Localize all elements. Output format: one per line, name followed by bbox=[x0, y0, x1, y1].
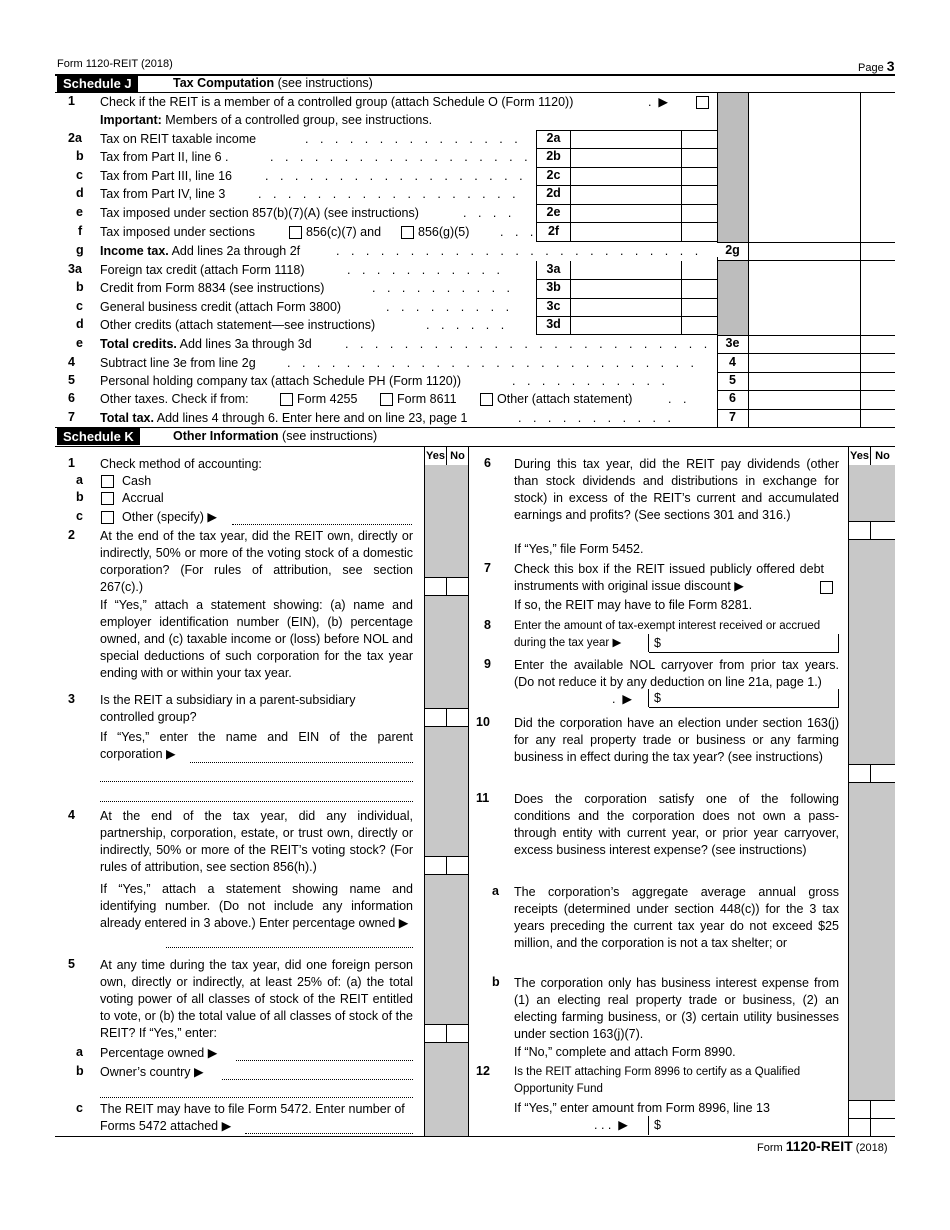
q4-yes-cell[interactable] bbox=[425, 857, 446, 874]
qof-amount-input[interactable] bbox=[649, 1116, 848, 1135]
k6-sub: If “Yes,” file Form 5452. bbox=[514, 542, 644, 556]
k11-num: 11 bbox=[476, 791, 490, 805]
page-number: 3 bbox=[886, 58, 895, 74]
sj-2e-dots: . . . . bbox=[463, 206, 516, 220]
parent-corp-input-3[interactable] bbox=[100, 801, 413, 802]
sj-7-bold: Total tax. bbox=[100, 411, 154, 425]
sj-4-top bbox=[717, 353, 895, 354]
sj-2g-bold: Income tax. bbox=[100, 244, 169, 258]
k7-num: 7 bbox=[484, 561, 491, 575]
k5b-num: b bbox=[76, 1064, 84, 1078]
q6-yes-cell[interactable] bbox=[849, 522, 870, 539]
box-2d-label: 2d bbox=[546, 186, 561, 200]
sj-2f-dots: . . . bbox=[500, 225, 538, 239]
k7-text: Check this box if the REIT issued publicly offered debt instruments with original issue discount ▶ bbox=[514, 562, 824, 593]
k2-yn-bottom bbox=[424, 595, 468, 596]
sj-5-num: 5 bbox=[68, 373, 75, 387]
parent-corp-input-1[interactable] bbox=[190, 762, 413, 763]
q10-no-cell[interactable] bbox=[871, 765, 894, 782]
sj-3e-rest: Add lines 3a through 3d bbox=[179, 337, 312, 351]
sj-2f-opt2: 856(g)(5) bbox=[418, 225, 470, 239]
sj-7-text bbox=[100, 410, 467, 427]
sj-3e-bold: Total credits. bbox=[100, 337, 177, 351]
k4-num: 4 bbox=[68, 808, 75, 822]
k9-text: Enter the available NOL carryover from prior tax years. (Do not reduce it by any deduction on line 21a, page 1.) bbox=[514, 658, 839, 689]
k2-num: 2 bbox=[68, 528, 75, 542]
sj-7-dots: . . . . . . . . . . . bbox=[518, 411, 675, 425]
k-left-no-head: No bbox=[450, 450, 465, 462]
k-left-shade-5 bbox=[425, 1042, 468, 1136]
k12-sub: If “Yes,” enter amount from Form 8996, line 13 bbox=[514, 1101, 770, 1115]
k2-text: At the end of the tax year, did the REIT own, directly or indirectly, 50% or more of the voting stock of a domestic corporation? (For rules of attribution, see section 267(c).) bbox=[100, 529, 413, 594]
sj-line1-dots: . ▶ bbox=[648, 95, 669, 109]
sj-6-opt3: Other (attach statement) bbox=[497, 392, 633, 406]
k3-sub: If “Yes,” enter the name and EIN of the parent corporation ▶ bbox=[100, 730, 413, 761]
sj-2g-bottom bbox=[717, 260, 895, 261]
k1c-text: Other (specify) ▶ bbox=[122, 510, 218, 524]
sj-2f-num: f bbox=[78, 224, 83, 238]
schedule-j-title bbox=[173, 75, 373, 92]
form-8611-checkbox[interactable] bbox=[380, 393, 393, 406]
k5b-text: Owner’s country ▶ bbox=[100, 1065, 204, 1079]
k-left-shade-4 bbox=[425, 874, 468, 1024]
box-2a-label: 2a bbox=[546, 131, 561, 145]
q2-yes-cell[interactable] bbox=[425, 578, 446, 595]
k11a-num: a bbox=[492, 884, 499, 898]
sj-3b-text: Credit from Form 8834 (see instructions) bbox=[100, 281, 325, 295]
sj-2d-text: Tax from Part IV, line 3 bbox=[100, 187, 226, 201]
k1-text: Check method of accounting: bbox=[100, 457, 262, 471]
sj-2c-text: Tax from Part III, line 16 bbox=[100, 169, 232, 183]
sj-2b-text: Tax from Part II, line 6 . bbox=[100, 150, 229, 164]
box-5-label: 5 bbox=[729, 373, 736, 387]
sj-3e-num: e bbox=[76, 336, 83, 350]
k12-yn-bottom bbox=[848, 1118, 895, 1119]
schedule-k-title bbox=[173, 428, 377, 445]
k1b-num: b bbox=[76, 490, 84, 504]
k-left-yes-head: Yes bbox=[426, 450, 445, 462]
k9-currency: $ bbox=[654, 691, 661, 705]
sj-4-num: 4 bbox=[68, 355, 75, 369]
sj-inner-h6 bbox=[536, 241, 717, 242]
schedule-j-tag: Schedule J bbox=[57, 75, 138, 92]
k5-text: At any time during the tax year, did one foreign person own, directly or indirectly, at least 25% of: (a) the total voting power of all classes of stock of the REIT entitled to vote, or (b) the total value of all classes of stock of the REIT? If “Yes,” enter: bbox=[100, 958, 413, 1040]
k-left-shade-3 bbox=[425, 726, 468, 856]
k8-currency: $ bbox=[654, 636, 661, 650]
sj-6-num: 6 bbox=[68, 391, 75, 405]
cash-checkbox[interactable] bbox=[101, 475, 114, 488]
k11b-num: b bbox=[492, 975, 500, 989]
sj-2b-num: b bbox=[76, 149, 84, 163]
schedule-k-title-note: (see instructions) bbox=[282, 429, 378, 443]
footer-prefix: Form bbox=[757, 1142, 783, 1154]
sj-2a-num: 2a bbox=[68, 131, 82, 145]
k4-text: At the end of the tax year, did any individual, partnership, corporation, estate, or trust own, directly or indirectly, 50% or more of the REIT’s voting stock? (For rules of attribution, see section 856(h).) bbox=[100, 809, 413, 874]
k5-num: 5 bbox=[68, 957, 75, 971]
k1-num: 1 bbox=[68, 456, 75, 470]
form-id: Form 1120-REIT (2018) bbox=[57, 58, 173, 70]
k8-num: 8 bbox=[484, 618, 491, 632]
sj-3d-text: Other credits (attach statement—see instructions) bbox=[100, 318, 376, 332]
sj-3d-dots: . . . . . . bbox=[426, 318, 509, 332]
section-856g5-checkbox[interactable] bbox=[401, 226, 414, 239]
percentage-owned-input[interactable] bbox=[166, 947, 413, 948]
k6-num: 6 bbox=[484, 456, 491, 470]
parent-corp-input-2[interactable] bbox=[100, 781, 413, 782]
schedule-j-rule bbox=[55, 92, 895, 93]
sj-inner-v3 bbox=[681, 130, 682, 242]
k5c-num: c bbox=[76, 1101, 83, 1115]
k1a-num: a bbox=[76, 473, 83, 487]
nol-carryover-input[interactable] bbox=[649, 689, 839, 708]
forms-5472-input[interactable] bbox=[245, 1133, 413, 1134]
q3-yes-cell[interactable] bbox=[425, 709, 446, 726]
k10-text: Did the corporation have an election under section 163(j) for any real property trade or business or any farming business in effect during the tax year? (see instructions) bbox=[514, 716, 839, 764]
sj-shade-1 bbox=[717, 93, 748, 251]
k1c-num: c bbox=[76, 509, 83, 523]
sj-2f-text: Tax imposed under sections bbox=[100, 225, 255, 239]
k11b-sub: If “No,” complete and attach Form 8990. bbox=[514, 1045, 736, 1059]
k6-text: During this tax year, did the REIT pay dividends (other than stock dividends and distributions in exchange for stock) in excess of the REIT’s current and accumulated earnings and profits? (See sections 301 and 316.) bbox=[514, 457, 839, 522]
oid-checkbox[interactable] bbox=[820, 581, 833, 594]
owner-country-input[interactable] bbox=[222, 1079, 413, 1080]
k9-arrow: . ▶ bbox=[612, 692, 633, 706]
box-2f-label: 2f bbox=[547, 224, 560, 238]
page-label bbox=[858, 58, 895, 74]
section-856c7-checkbox[interactable] bbox=[289, 226, 302, 239]
k-right-shade-2 bbox=[849, 539, 895, 764]
box-4-label: 4 bbox=[729, 355, 736, 369]
footer-form-name: 1120-REIT bbox=[785, 1138, 853, 1154]
sj-3a-dots: . . . . . . . . . . . bbox=[347, 263, 504, 277]
sj-5-dots: . . . . . . . . . . . bbox=[512, 374, 669, 388]
sj-2b-dots: . . . . . . . . . . . . . . . . . . bbox=[270, 150, 532, 164]
q6-no-cell[interactable] bbox=[871, 522, 894, 539]
k4-sub: If “Yes,” attach a statement showing name and identifying number. (Do not include any information already entered in 3 above.) Enter percentage owned ▶ bbox=[100, 882, 413, 930]
k5a-num: a bbox=[76, 1045, 83, 1059]
box-2g-label: 2g bbox=[717, 243, 748, 257]
sj-2a-text: Tax on REIT taxable income bbox=[100, 132, 257, 146]
other-method-checkbox[interactable] bbox=[101, 511, 114, 524]
schedule-j-title-note: (see instructions) bbox=[277, 76, 373, 90]
box-3b-label: 3b bbox=[546, 280, 561, 294]
sj-5-text: Personal holding company tax (attach Schedule PH (Form 1120)) bbox=[100, 374, 462, 388]
sj-line1-text: Check if the REIT is a member of a controlled group (attach Schedule O (Form 1120)) bbox=[100, 95, 574, 109]
sj-line1-num: 1 bbox=[68, 94, 75, 108]
owner-country-input-2[interactable] bbox=[100, 1097, 413, 1098]
schedule-j-title-text: Tax Computation bbox=[173, 76, 275, 90]
k5c-text: The REIT may have to file Form 5472. Enter number of Forms 5472 attached ▶ bbox=[100, 1102, 405, 1133]
schedule-k-rule bbox=[55, 446, 895, 447]
sj-2c-dots: . . . . . . . . . . . . . . . . . . bbox=[265, 169, 527, 183]
k12-arrow: . . . ▶ bbox=[594, 1118, 628, 1132]
k2-attach: If “Yes,” attach a statement showing: (a) name and employer identification number (EIN), (b) percentage owned, and (c) taxable income or (loss) before NOL and special deductions of such corporation for the tax year ending with or within your tax year. bbox=[100, 598, 413, 680]
k-left-end-line bbox=[468, 447, 469, 1136]
k7-sub: If so, the REIT may have to file Form 8281. bbox=[514, 598, 753, 612]
sj-important-text: Members of a controlled group, see instructions. bbox=[165, 113, 433, 127]
sj-3b-num: b bbox=[76, 280, 84, 294]
k-left-shade-1 bbox=[425, 465, 468, 577]
sj-3c-num: c bbox=[76, 299, 83, 313]
k12-currency: $ bbox=[654, 1118, 661, 1132]
k10-num: 10 bbox=[476, 715, 490, 729]
sj-2c-num: c bbox=[76, 168, 83, 182]
q12-no-cell[interactable] bbox=[871, 1101, 894, 1118]
sj-inner3-h4 bbox=[536, 334, 717, 335]
k11-text: Does the corporation satisfy one of the following conditions and the corporation does not own a pass-through entity with current year, or prior year carryover, excess business interest expense? (see instructions) bbox=[514, 792, 839, 857]
sj-2g-dots: . . . . . . . . . . . . . . . . . . . . . . . . . bbox=[336, 244, 703, 258]
sj-6-opt2: Form 8611 bbox=[397, 392, 457, 406]
sj-7-num: 7 bbox=[68, 410, 75, 424]
q4-no-cell[interactable] bbox=[447, 857, 468, 874]
box-2b-label: 2b bbox=[546, 149, 561, 163]
sj-inner-h5 bbox=[536, 222, 717, 223]
k5-yn-bottom bbox=[424, 1042, 468, 1043]
sj-2f-opt1: 856(c)(7) and bbox=[306, 225, 382, 239]
tax-exempt-interest-input[interactable] bbox=[649, 634, 839, 653]
k-right-yes-head: Yes bbox=[850, 450, 869, 462]
sj-6-text: Other taxes. Check if from: bbox=[100, 392, 249, 406]
sj-3c-dots: . . . . . . . . . bbox=[386, 300, 514, 314]
k6-yn-bottom bbox=[848, 539, 895, 540]
sj-7-rest: Add lines 4 through 6. Enter here and on line 23, page 1 bbox=[156, 411, 468, 425]
sj-2g-rest: Add lines 2a through 2f bbox=[171, 244, 301, 258]
sj-2d-dots: . . . . . . . . . . . . . . . . . . bbox=[258, 187, 520, 201]
sj-shade-2 bbox=[717, 261, 748, 335]
sj-3c-text: General business credit (attach Form 3800) bbox=[100, 300, 342, 314]
k11b-text: The corporation only has business interest expense from (1) an electing real property trade or business, (2) an electing farming business, or (3) certain utility businesses under section 163(j)(7). bbox=[514, 976, 839, 1041]
box-7-label: 7 bbox=[729, 410, 736, 424]
k-right-shade-1 bbox=[849, 465, 895, 521]
q3-no-cell[interactable] bbox=[447, 709, 468, 726]
box-3c-label: 3c bbox=[546, 299, 561, 313]
sj-2e-text: Tax imposed under section 857(b)(7)(A) (see instructions) bbox=[100, 206, 419, 220]
k5a-text: Percentage owned ▶ bbox=[100, 1046, 218, 1060]
k-right-shade-3 bbox=[849, 782, 895, 1100]
footer-year: (2018) bbox=[855, 1142, 888, 1154]
k1b-text: Accrual bbox=[122, 491, 164, 505]
k3-text: Is the REIT a subsidiary in a parent-subsidiary controlled group? bbox=[100, 693, 356, 724]
sj-3e-text bbox=[100, 336, 312, 353]
k10-yn-bottom bbox=[848, 782, 895, 783]
q2-no-cell[interactable] bbox=[447, 578, 468, 595]
controlled-group-checkbox[interactable] bbox=[696, 96, 709, 109]
sj-3a-num: 3a bbox=[68, 262, 82, 276]
sj-2g-num: g bbox=[76, 243, 84, 257]
box-3a-label: 3a bbox=[546, 262, 561, 276]
page-label-text: Page bbox=[858, 62, 884, 74]
form-4255-checkbox[interactable] bbox=[280, 393, 293, 406]
q5-no-cell[interactable] bbox=[447, 1025, 468, 1042]
schedule-k-title-text: Other Information bbox=[173, 429, 279, 443]
k4-yn-bottom bbox=[424, 874, 468, 875]
sj-6-opt1: Form 4255 bbox=[297, 392, 358, 406]
sj-2d-num: d bbox=[76, 186, 84, 200]
sj-2a-dots: . . . . . . . . . . . . . . . bbox=[305, 132, 522, 146]
footer-rule bbox=[55, 1136, 895, 1137]
k-right-no-head: No bbox=[875, 450, 890, 462]
sj-4-dots: . . . . . . . . . . . . . . . . . . . . . . . . . . . . bbox=[287, 356, 699, 370]
box-6-label: 6 bbox=[729, 391, 736, 405]
k11a-text: The corporation’s aggregate average annual gross receipts (determined under section 448(c)) for the 3 tax years preceding the current tax year do not exceed $25 million, and the corporation is not a tax shelter; or bbox=[514, 885, 839, 950]
other-method-input[interactable] bbox=[232, 524, 412, 525]
q10-yes-cell[interactable] bbox=[849, 765, 870, 782]
sj-3d-num: d bbox=[76, 317, 84, 331]
sj-line1-important bbox=[100, 112, 432, 129]
sj-3a-text: Foreign tax credit (attach Form 1118) bbox=[100, 263, 305, 277]
accrual-checkbox[interactable] bbox=[101, 492, 114, 505]
k8-text: Enter the amount of tax-exempt interest received or accrued during the tax year ▶ bbox=[514, 620, 821, 649]
sj-3e-dots: . . . . . . . . . . . . . . . . . . . . . . . . . bbox=[345, 337, 712, 351]
k3-num: 3 bbox=[68, 692, 75, 706]
sj-4-text: Subtract line 3e from line 2g bbox=[100, 356, 256, 370]
k-left-shade-2 bbox=[425, 595, 468, 708]
sj-inner-v2 bbox=[570, 130, 571, 242]
q5-yes-cell[interactable] bbox=[425, 1025, 446, 1042]
q12-yes-cell[interactable] bbox=[849, 1101, 870, 1118]
box-3d-label: 3d bbox=[546, 317, 561, 331]
box-2c-label: 2c bbox=[546, 168, 561, 182]
other-taxes-checkbox[interactable] bbox=[480, 393, 493, 406]
k12-num: 12 bbox=[476, 1064, 490, 1078]
sj-important-label: Important: bbox=[100, 113, 162, 127]
foreign-percentage-input[interactable] bbox=[236, 1060, 413, 1061]
box-3e-label: 3e bbox=[725, 336, 740, 350]
sj-3b-dots: . . . . . . . . . . bbox=[372, 281, 514, 295]
k9-num: 9 bbox=[484, 657, 491, 671]
sj-2e-num: e bbox=[76, 205, 83, 219]
k3-yn-bottom bbox=[424, 726, 468, 727]
footer-form bbox=[757, 1138, 888, 1154]
k1a-text: Cash bbox=[122, 474, 152, 488]
sj-6-dots: . . bbox=[668, 392, 691, 406]
box-2e-label: 2e bbox=[546, 205, 561, 219]
k12-text: Is the REIT attaching Form 8996 to certify as a Qualified Opportunity Fund bbox=[514, 1066, 801, 1095]
sj-2g-text bbox=[100, 243, 300, 260]
schedule-k-tag: Schedule K bbox=[57, 428, 140, 445]
